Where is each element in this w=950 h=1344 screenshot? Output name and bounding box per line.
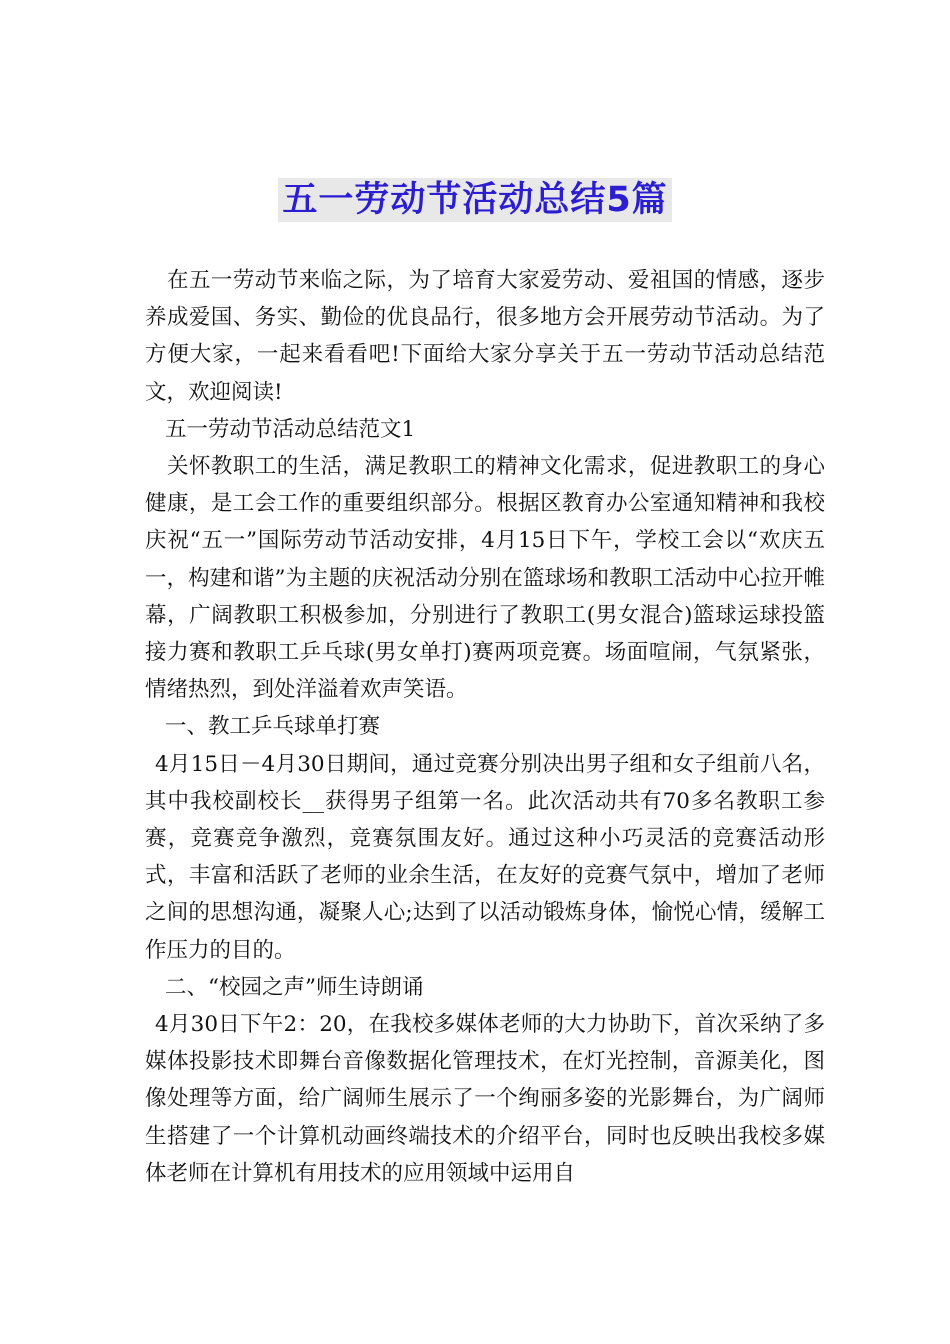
poetry-recital-paragraph: 4月30日下午2：20，在我校多媒体老师的大力协助下，首次采纳了多媒体投影技术即舞台音像数据化管理技术，在灯光控制，音源美化，图像处理等方面，给广阔师生展示了一个绚丽多姿的光影舞台，为广阔师生搭建了一个计算机动画终端技术的介绍平台，同时也反映出我校多媒体老师在计算机有用技术的应用领域中运用自 bbox=[145, 1012, 825, 1186]
sample-1-paragraph: 关怀教职工的生活，满足教职工的精神文化需求，促进教职工的身心健康，是工会工作的重要组织部分。根据区教育办公室通知精神和我校庆祝“五一”国际劳动节活动安排，4月15日下午，学校工会以“欢庆五一，构建和谐”为主题的庆祝活动分别在篮球场和教职工活动中心拉开帷幕，广阔教职工积极参加，分别进行了教职工(男女混合)篮球运球投篮接力赛和教职工乒乓球(男女单打)赛两项竞赛。场面喧闹，气氛紧张，情绪热烈，到处洋溢着欢声笑语。 bbox=[145, 454, 825, 703]
intro-paragraph: 在五一劳动节来临之际，为了培育大家爱劳动、爱祖国的情感，逐步养成爱国、务实、勤俭的优良品行，很多地方会开展劳动节活动。为了方便大家，一起来看看吧!下面给大家分享关于五一劳动节活动总结范文，欢迎阅读! bbox=[145, 268, 825, 405]
title-wrapper bbox=[0, 178, 950, 222]
subheading-table-tennis: 一、教工乒乓球单打赛 bbox=[165, 714, 381, 740]
section-heading-sample-1: 五一劳动节活动总结范文1 bbox=[165, 416, 416, 442]
document-title: 五一劳动节活动总结5篇 bbox=[278, 178, 671, 222]
document-body bbox=[145, 262, 825, 1192]
subheading-poetry-recital: 二、“校园之声”师生诗朗诵 bbox=[165, 974, 424, 1000]
table-tennis-paragraph: 4月15日－4月30日期间，通过竞赛分别决出男子组和女子组前八名，其中我校副校长__获得男子组第一名。此次活动共有70多名教职工参赛，竞赛竞争激烈，竞赛氛围友好。通过这种小巧灵活的竞赛活动形式，丰富和活跃了老师的业余生活，在友好的竞赛气氛中，增加了老师之间的思想沟通，凝聚人心;达到了以活动锻炼身体，愉悦心情，缓解工作压力的目的。 bbox=[145, 751, 825, 963]
